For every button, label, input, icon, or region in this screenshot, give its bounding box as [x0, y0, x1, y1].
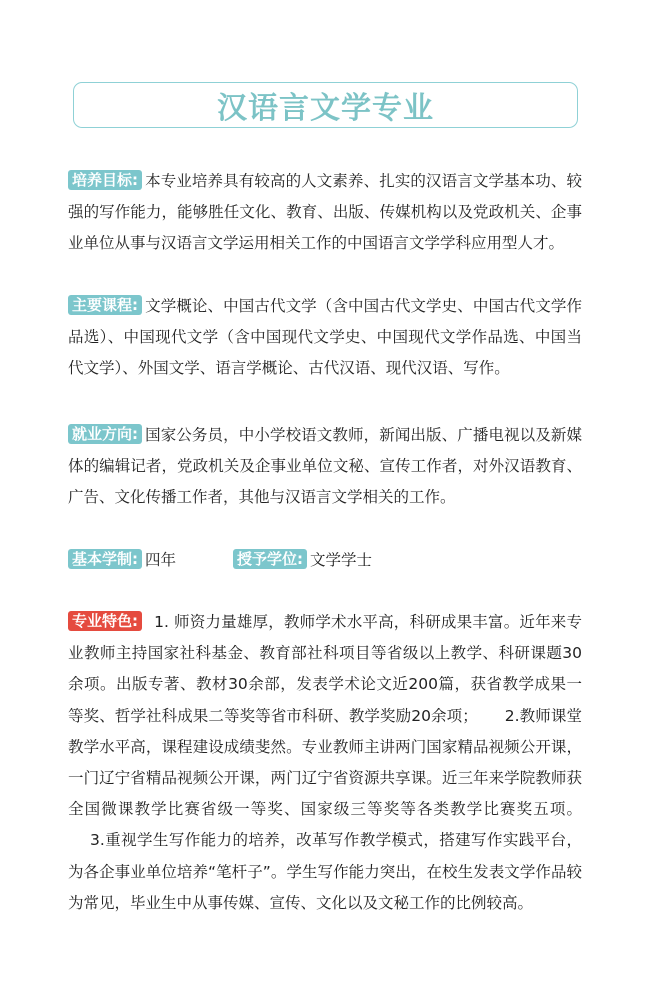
section-features — [68, 607, 582, 919]
section-courses — [68, 291, 582, 385]
feature-item-1: 1. 师资力量雄厚，教师学术水平高，科研成果丰富。近年来专业教师主持国家社科基金、教育部社科项目等省级以上教学、科研课题30余项。出版专著、教材30余部，发表学术论文近200篇，获省教学成果一等奖、哲学社科成果二等奖等省市科研、教学奖励20余项； — [68, 613, 582, 725]
courses-text: 文学概论、中国古代文学（含中国古代文学史、中国古代文学作品选）、中国现代文学（含中国现代文学史、中国现代文学作品选、中国当代文学）、外国文学、语言学概论、古代汉语、现代汉语、写作。 — [68, 297, 582, 378]
degree-item — [233, 547, 372, 573]
duration-item — [68, 547, 176, 573]
duration-label: 基本学制: — [68, 549, 142, 569]
goal-label: 培养目标: — [68, 170, 142, 190]
section-career — [68, 420, 582, 514]
courses-label: 主要课程: — [68, 295, 142, 315]
info-row — [68, 547, 372, 573]
features-label: 专业特色: — [68, 611, 142, 631]
feature-item-3: 3.重视学生写作能力的培养，改革写作教学模式，搭建写作实践平台，为各企事业单位培养“笔杆子”。学生写作能力突出，在校生发表文学作品较为常见，毕业生中从事传媒、宣传、文化以及文秘工作的比例较高。 — [68, 831, 582, 912]
section-goal — [68, 166, 582, 260]
career-text: 国家公务员，中小学校语文教师，新闻出版、广播电视以及新媒体的编辑记者，党政机关及企事业单位文秘、宣传工作者，对外汉语教育、广告、文化传播工作者，其他与汉语言文学相关的工作。 — [68, 426, 582, 507]
page-title: 汉语言文学专业 — [217, 91, 434, 126]
degree-label: 授予学位: — [233, 549, 307, 569]
goal-text: 本专业培养具有较高的人文素养、扎实的汉语言文学基本功、较强的写作能力，能够胜任文化、教育、出版、传媒机构以及党政机关、企事业单位从事与汉语言文学运用相关工作的中国语言文学学科应用型人才。 — [68, 172, 582, 253]
career-label: 就业方向: — [68, 424, 142, 444]
title-box — [73, 82, 578, 128]
feature-item-2: 2.教师课堂教学水平高，课程建设成绩斐然。专业教师主讲两门国家精品视频公开课，一门辽宁省精品视频公开课，两门辽宁省资源共享课。近三年来学院教师获全国微课教学比赛省级一等奖、国家级三等奖等各类教学比赛奖五项。 — [68, 706, 582, 819]
degree-value: 文学学士 — [309, 551, 372, 569]
duration-value: 四年 — [145, 551, 177, 569]
